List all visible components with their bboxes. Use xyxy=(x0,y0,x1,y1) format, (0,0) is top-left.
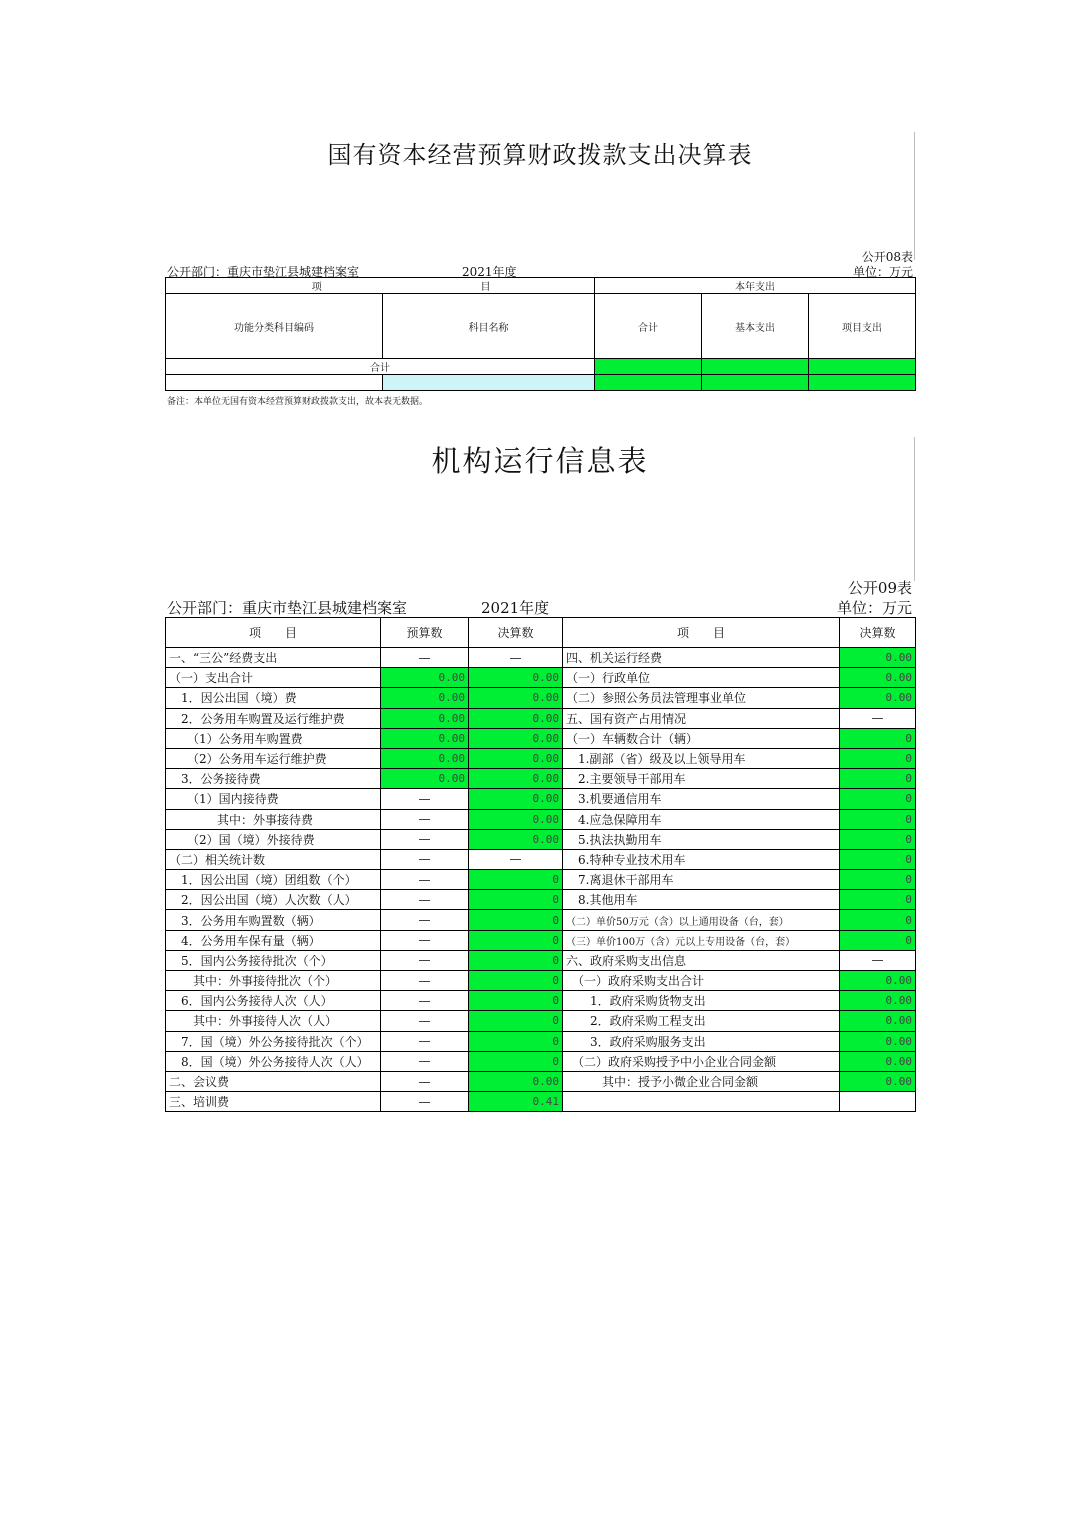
table-row xyxy=(166,890,916,910)
row-label-left: （二）相关统计数 xyxy=(166,849,381,869)
table1-header-item xyxy=(166,278,595,294)
table1-total-project xyxy=(809,359,916,375)
row-label-left: 2．公务用车购置及运行维护费 xyxy=(166,708,381,728)
table1-header-item-b: 目 xyxy=(480,282,491,293)
row-label-right: 1.副部（省）级及以上领导用车 xyxy=(563,748,840,768)
row-budget-value: 0.00 xyxy=(381,769,469,789)
row-final-value: 0.00 xyxy=(469,728,563,748)
table-row xyxy=(166,1071,916,1091)
row-label-right: （一）车辆数合计（辆） xyxy=(563,728,840,748)
table1-empty-project xyxy=(809,375,916,391)
row-label-left: 8．国（境）外公务接待人次（人） xyxy=(166,1051,381,1071)
row-final-value: 0.00 xyxy=(469,1071,563,1091)
row-budget-value: 0.00 xyxy=(381,668,469,688)
row-budget-value: — xyxy=(381,1011,469,1031)
row-final-right-value: 0.00 xyxy=(840,1031,916,1051)
row-label-right: 2．政府采购工程支出 xyxy=(563,1011,840,1031)
row-label-left: （2）国（境）外接待费 xyxy=(166,829,381,849)
table-row xyxy=(166,910,916,930)
table1-total-basic xyxy=(702,359,809,375)
row-label-left: 4．公务用车保有量（辆） xyxy=(166,930,381,950)
row-label-left: （1）公务用车购置费 xyxy=(166,728,381,748)
row-final-right-value: 0 xyxy=(840,809,916,829)
row-final-value: 0 xyxy=(469,870,563,890)
table1-col-total: 合计 xyxy=(595,294,702,359)
row-final-right-value: — xyxy=(840,950,916,970)
row-label-left: （2）公务用车运行维护费 xyxy=(166,748,381,768)
table1-col-project: 项目支出 xyxy=(809,294,916,359)
table2-code: 公开09表 xyxy=(847,579,912,597)
row-budget-value: — xyxy=(381,1051,469,1071)
table-row xyxy=(166,950,916,970)
table2-unit: 单位：万元 xyxy=(836,599,912,617)
table1-total-label: 合计 xyxy=(166,359,595,375)
row-final-right-value: 0 xyxy=(840,849,916,869)
table-row xyxy=(166,870,916,890)
row-final-right-value: 0 xyxy=(840,769,916,789)
row-final-right-value: 0 xyxy=(840,890,916,910)
table-row xyxy=(166,1011,916,1031)
table-row xyxy=(166,930,916,950)
row-final-value: 0 xyxy=(469,991,563,1011)
row-label-right: 8.其他用车 xyxy=(563,890,840,910)
table1-col-code: 功能分类科目编码 xyxy=(166,294,383,359)
row-final-right-value: 0.00 xyxy=(840,1011,916,1031)
table1-code: 公开08表 xyxy=(861,250,913,264)
table-row xyxy=(166,849,916,869)
row-final-right-value: 0.00 xyxy=(840,971,916,991)
row-final-value: 0 xyxy=(469,950,563,970)
row-final-value: 0.00 xyxy=(469,789,563,809)
row-label-right: （二）参照公务员法管理事业单位 xyxy=(563,688,840,708)
table-row xyxy=(166,829,916,849)
table-row xyxy=(166,1092,916,1112)
row-label-right: 五、国有资产占用情况 xyxy=(563,708,840,728)
row-budget-value: — xyxy=(381,829,469,849)
row-budget-value: — xyxy=(381,971,469,991)
row-budget-value: — xyxy=(381,870,469,890)
row-label-left: 6．国内公务接待人次（人） xyxy=(166,991,381,1011)
row-label-right: 1．政府采购货物支出 xyxy=(563,991,840,1011)
row-final-right-value: 0 xyxy=(840,748,916,768)
row-label-left: 3．公务接待费 xyxy=(166,769,381,789)
row-label-right: 其中：授予小微企业合同金额 xyxy=(563,1071,840,1091)
table-row xyxy=(166,1051,916,1071)
table1-year: 2021年度 xyxy=(462,265,517,279)
table1-title: 国有资本经营预算财政拨款支出决算表 xyxy=(327,141,753,169)
row-label-right: 2.主要领导干部用车 xyxy=(563,769,840,789)
row-budget-value: 0.00 xyxy=(381,728,469,748)
table1-empty-code xyxy=(166,375,383,391)
row-final-value: 0 xyxy=(469,1031,563,1051)
row-budget-value: 0.00 xyxy=(381,748,469,768)
row-label-right: （三）单价100万（含）元以上专用设备（台，套） xyxy=(563,930,840,950)
row-label-right: （一）政府采购支出合计 xyxy=(563,971,840,991)
table1-empty-total xyxy=(595,375,702,391)
row-final-right-value xyxy=(840,1092,916,1112)
row-final-right-value: 0.00 xyxy=(840,688,916,708)
row-label-right: 5.执法执勤用车 xyxy=(563,829,840,849)
table-row xyxy=(166,688,916,708)
table-row xyxy=(166,971,916,991)
table2-header-item-left: 项 目 xyxy=(166,618,381,648)
row-budget-value: — xyxy=(381,1071,469,1091)
row-final-value: 0 xyxy=(469,1011,563,1031)
row-final-right-value: 0 xyxy=(840,789,916,809)
table2-header-item-right: 项 目 xyxy=(563,618,840,648)
row-final-right-value: 0.00 xyxy=(840,1071,916,1091)
table-row xyxy=(166,728,916,748)
row-label-left: （一）支出合计 xyxy=(166,668,381,688)
row-final-value: 0.00 xyxy=(469,688,563,708)
row-budget-value: — xyxy=(381,1031,469,1051)
row-label-right: 4.应急保障用车 xyxy=(563,809,840,829)
row-final-value: — xyxy=(469,648,563,668)
table2-dept: 公开部门：重庆市垫江县城建档案室 xyxy=(167,599,408,617)
row-label-left: 其中：外事接待费 xyxy=(166,809,381,829)
table-row xyxy=(166,668,916,688)
row-final-right-value: — xyxy=(840,708,916,728)
row-final-value: 0.00 xyxy=(469,668,563,688)
row-budget-value: — xyxy=(381,991,469,1011)
row-label-left: 2．因公出国（境）人次数（人） xyxy=(166,890,381,910)
row-label-right: 六、政府采购支出信息 xyxy=(563,950,840,970)
table2-title: 机构运行信息表 xyxy=(431,444,649,478)
table2-header-budget: 预算数 xyxy=(381,618,469,648)
row-budget-value: — xyxy=(381,789,469,809)
row-label-left: 1．因公出国（境）团组数（个） xyxy=(166,870,381,890)
table1-empty-name xyxy=(383,375,595,391)
row-label-right: （二）政府采购授予中小企业合同金额 xyxy=(563,1051,840,1071)
row-budget-value: — xyxy=(381,849,469,869)
table1-col-basic: 基本支出 xyxy=(702,294,809,359)
row-label-right: 四、机关运行经费 xyxy=(563,648,840,668)
row-label-left: 5．国内公务接待批次（个） xyxy=(166,950,381,970)
row-label-left: 3．公务用车购置数（辆） xyxy=(166,910,381,930)
row-budget-value: — xyxy=(381,648,469,668)
row-label-right: （二）单价50万元（含）以上通用设备（台，套） xyxy=(563,910,840,930)
row-label-right: 7.离退休干部用车 xyxy=(563,870,840,890)
row-budget-value: 0.00 xyxy=(381,688,469,708)
row-budget-value: — xyxy=(381,910,469,930)
row-final-right-value: 0 xyxy=(840,829,916,849)
row-budget-value: — xyxy=(381,890,469,910)
row-label-right xyxy=(563,1092,840,1112)
table-row xyxy=(166,769,916,789)
table-row xyxy=(166,809,916,829)
row-final-right-value: 0.00 xyxy=(840,648,916,668)
row-final-value: 0 xyxy=(469,971,563,991)
row-budget-value: — xyxy=(381,950,469,970)
row-final-right-value: 0 xyxy=(840,728,916,748)
row-final-value: 0.00 xyxy=(469,708,563,728)
table1-total-cell xyxy=(595,359,702,375)
row-label-left: 一、“三公”经费支出 xyxy=(166,648,381,668)
table2-header-final: 决算数 xyxy=(469,618,563,648)
row-label-left: （1）国内接待费 xyxy=(166,789,381,809)
row-label-left: 三、培训费 xyxy=(166,1092,381,1112)
table-row xyxy=(166,1031,916,1051)
table-row xyxy=(166,708,916,728)
table1-unit: 单位：万元 xyxy=(852,265,913,279)
row-final-value: 0.41 xyxy=(469,1092,563,1112)
row-final-right-value: 0 xyxy=(840,930,916,950)
table1 xyxy=(165,277,916,391)
row-final-value: 0 xyxy=(469,890,563,910)
row-final-value: 0 xyxy=(469,910,563,930)
row-budget-value: — xyxy=(381,809,469,829)
row-label-right: （一）行政单位 xyxy=(563,668,840,688)
row-final-value: 0.00 xyxy=(469,829,563,849)
table-row xyxy=(166,789,916,809)
row-final-value: 0.00 xyxy=(469,809,563,829)
row-label-right: 3.机要通信用车 xyxy=(563,789,840,809)
row-final-value: 0.00 xyxy=(469,748,563,768)
row-final-right-value: 0 xyxy=(840,870,916,890)
row-label-right: 6.特种专业技术用车 xyxy=(563,849,840,869)
row-final-value: 0.00 xyxy=(469,769,563,789)
table2-header-final-right: 决算数 xyxy=(840,618,916,648)
table1-header-current: 本年支出 xyxy=(595,278,916,294)
row-final-right-value: 0.00 xyxy=(840,991,916,1011)
table2 xyxy=(165,617,916,1112)
row-final-right-value: 0.00 xyxy=(840,668,916,688)
row-final-value: 0 xyxy=(469,1051,563,1071)
row-label-left: 其中：外事接待批次（个） xyxy=(166,971,381,991)
row-final-right-value: 0.00 xyxy=(840,1051,916,1071)
row-final-right-value: 0 xyxy=(840,910,916,930)
table2-year: 2021年度 xyxy=(481,599,550,617)
table1-header-item-a: 项 xyxy=(311,282,322,293)
table1-col-name: 科目名称 xyxy=(383,294,595,359)
table1-dept: 公开部门：重庆市垫江县城建档案室 xyxy=(167,265,360,279)
table-row xyxy=(166,991,916,1011)
row-budget-value: 0.00 xyxy=(381,708,469,728)
row-label-left: 其中：外事接待人次（人） xyxy=(166,1011,381,1031)
table-row xyxy=(166,648,916,668)
row-budget-value: — xyxy=(381,930,469,950)
table1-empty-basic xyxy=(702,375,809,391)
row-label-right: 3．政府采购服务支出 xyxy=(563,1031,840,1051)
row-label-left: 7．国（境）外公务接待批次（个） xyxy=(166,1031,381,1051)
row-label-left: 二、会议费 xyxy=(166,1071,381,1091)
row-budget-value: — xyxy=(381,1092,469,1112)
table1-note: 备注：本单位无国有资本经营预算财政拨款支出，故本表无数据。 xyxy=(167,397,429,407)
row-final-value: — xyxy=(469,849,563,869)
table-row xyxy=(166,748,916,768)
row-label-left: 1．因公出国（境）费 xyxy=(166,688,381,708)
row-final-value: 0 xyxy=(469,930,563,950)
